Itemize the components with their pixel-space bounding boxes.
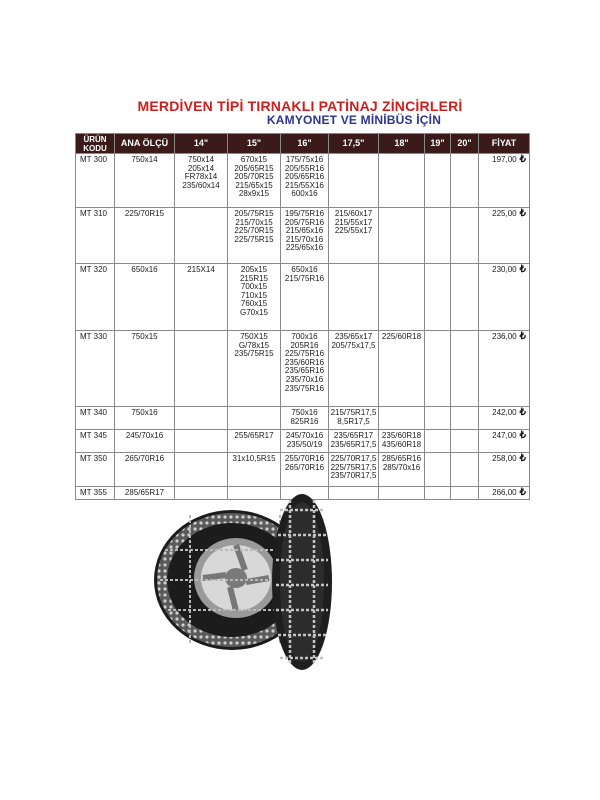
cell-size-c16: [281, 208, 329, 264]
cell-size-c18: [379, 208, 425, 264]
size-value: 750x14: [187, 155, 215, 164]
price-value: 247,00: [492, 431, 517, 440]
cell-size-c16: [281, 154, 329, 208]
cell-size-c19: [425, 407, 451, 430]
currency-symbol: ₺: [519, 208, 526, 219]
size-value: 215/70x15: [235, 217, 273, 227]
cell-size-c15: [228, 430, 281, 453]
price-value: 225,00: [492, 209, 517, 218]
cell-price: [479, 264, 530, 331]
header-17-5: 17,5": [329, 134, 379, 154]
size-value: 225/70R15: [234, 226, 274, 236]
cell-size-c16: [281, 331, 329, 407]
size-value: 265/70R16: [284, 462, 325, 472]
size-value: 215/70x16: [285, 234, 324, 244]
cell-product-code: MT 300: [76, 154, 115, 208]
cell-size-c14: [175, 407, 228, 430]
size-value: FR78x14: [184, 172, 218, 182]
cell-size-c20: [451, 407, 479, 430]
cell-size-c14: [175, 453, 228, 487]
cell-size-c14: [175, 208, 228, 264]
cell-size-c14: [175, 264, 228, 331]
size-value: 235/60R18: [381, 431, 422, 440]
size-value: 215/65x16: [285, 226, 324, 236]
size-value: 235/60R16: [284, 357, 325, 367]
cell-size-c20: [451, 331, 479, 407]
cell-main-size: 750x15: [115, 331, 175, 407]
size-value: G/78x15: [238, 340, 270, 350]
cell-size-c15: [228, 407, 281, 430]
header-19: 19": [425, 134, 451, 154]
cell-price: [479, 407, 530, 430]
header-15: 15": [228, 134, 281, 154]
cell-size-c18: [379, 264, 425, 331]
size-value: 205x14: [187, 163, 215, 173]
cell-size-c15: [228, 208, 281, 264]
cell-size-c18: [379, 331, 425, 407]
cell-size-c16: [281, 453, 329, 487]
cell-size-c175: [329, 264, 379, 331]
size-value: 225/60R18: [381, 332, 422, 341]
size-value: 710x15: [240, 290, 268, 300]
cell-main-size: 265/70R16: [115, 453, 175, 487]
cell-size-c20: [451, 453, 479, 487]
currency-symbol: ₺: [519, 430, 526, 441]
cell-product-code: MT 340: [76, 407, 115, 430]
size-value: 235/65R17,5: [330, 439, 377, 449]
header-20: 20": [451, 134, 479, 154]
cell-size-c19: [425, 154, 451, 208]
cell-size-c175: [329, 487, 379, 500]
cell-size-c18: [379, 154, 425, 208]
size-value: 205R16: [290, 340, 319, 350]
table-row: [76, 264, 530, 331]
size-value: 825R16: [290, 416, 319, 426]
size-value: 215X14: [187, 265, 215, 274]
table-row: [76, 154, 530, 208]
cell-size-c18: [379, 430, 425, 453]
size-value: 650x16: [291, 265, 318, 274]
cell-size-c16: [281, 407, 329, 430]
size-value: 435/60R18: [381, 439, 422, 449]
header-18: 18": [379, 134, 425, 154]
size-value: 235/70x16: [285, 374, 324, 384]
size-value: 285/70x16: [382, 462, 421, 472]
table-row: [76, 331, 530, 407]
cell-price: [479, 331, 530, 407]
header-16: 16": [281, 134, 329, 154]
size-value: 235/75R15: [234, 349, 274, 359]
cell-size-c175: [329, 430, 379, 453]
size-value: 205/70R15: [234, 172, 274, 182]
size-value: 700x16: [291, 332, 318, 341]
table-row: [76, 407, 530, 430]
currency-symbol: ₺: [519, 331, 526, 342]
currency-symbol: ₺: [519, 453, 526, 464]
size-value: 205/65R15: [234, 163, 274, 173]
size-value: 8,5R17,5: [337, 416, 370, 426]
size-value: 235/60x14: [182, 180, 220, 190]
price-value: 242,00: [492, 408, 517, 417]
cell-size-c20: [451, 430, 479, 453]
cell-product-code: MT 330: [76, 331, 115, 407]
size-value: 215/60x17: [334, 209, 373, 218]
page-title: MERDİVEN TİPİ TIRNAKLI PATİNAJ ZİNCİRLERİ: [137, 98, 463, 114]
cell-size-c175: [329, 331, 379, 407]
cell-product-code: MT 350: [76, 453, 115, 487]
size-value: 31x10,5R15: [232, 454, 276, 463]
cell-size-c19: [425, 264, 451, 331]
header-fiyat: FİYAT: [479, 134, 530, 154]
size-value: 235/65x17: [334, 332, 373, 341]
price-value: 258,00: [492, 454, 517, 463]
price-value: 230,00: [492, 265, 517, 274]
size-value: 215/55x17: [334, 217, 373, 227]
size-value: 750X15: [240, 332, 268, 341]
header-ana-olcu: ANA ÖLÇÜ: [115, 134, 175, 154]
cell-size-c18: [379, 453, 425, 487]
size-value: 205x15: [240, 265, 268, 274]
cell-size-c19: [425, 208, 451, 264]
size-value: 225/65x16: [285, 243, 324, 253]
size-value: 215R15: [239, 273, 269, 283]
cell-size-c14: [175, 430, 228, 453]
size-value: 235/75R16: [284, 383, 325, 393]
size-value: 215/55X16: [285, 180, 324, 190]
cell-product-code: MT 355: [76, 487, 115, 500]
cell-main-size: 245/70x16: [115, 430, 175, 453]
page-subtitle: KAMYONET VE MİNİBÜS İÇİN: [266, 113, 442, 127]
cell-size-c18: [379, 407, 425, 430]
size-value: 28x9x15: [238, 189, 270, 199]
cell-size-c20: [451, 154, 479, 208]
size-value: 255/65R17: [234, 431, 274, 440]
size-value: G70x15: [239, 307, 269, 317]
table-row: [76, 430, 530, 453]
size-value: 205/75R15: [234, 209, 274, 218]
size-value: 215/65x15: [235, 180, 273, 190]
cell-main-size: 750x14: [115, 154, 175, 208]
size-value: 205/65R16: [284, 172, 325, 182]
cell-size-c15: [228, 154, 281, 208]
size-value: 215/75R16: [284, 273, 325, 283]
size-value: 245/70x16: [285, 431, 324, 440]
cell-size-c15: [228, 453, 281, 487]
size-value: 235/65R17: [333, 431, 374, 440]
size-value: 205/55R16: [284, 163, 325, 173]
cell-size-c175: [329, 208, 379, 264]
size-value: 225/70R17,5: [330, 454, 377, 463]
size-value: 255/70R16: [284, 454, 325, 463]
cell-size-c175: [329, 154, 379, 208]
size-value: 195/75R16: [284, 209, 325, 218]
cell-size-c16: [281, 430, 329, 453]
currency-symbol: ₺: [519, 407, 526, 418]
size-value: 285/65R16: [381, 454, 422, 463]
price-value: 236,00: [492, 332, 517, 341]
cell-size-c19: [425, 331, 451, 407]
size-value: 225/75R15: [234, 234, 274, 244]
size-value: 225/75R17,5: [330, 462, 377, 472]
size-value: 760x15: [240, 299, 268, 309]
cell-size-c19: [425, 453, 451, 487]
size-value: 225/75R16: [284, 349, 325, 359]
cell-size-c19: [425, 430, 451, 453]
cell-price: [479, 154, 530, 208]
cell-size-c20: [451, 208, 479, 264]
cell-size-c175: [329, 407, 379, 430]
size-value: 235/65R16: [284, 366, 325, 376]
cell-size-c19: [425, 487, 451, 500]
cell-main-size: 750x16: [115, 407, 175, 430]
cell-price: [479, 430, 530, 453]
cell-size-c16: [281, 264, 329, 331]
currency-symbol: ₺: [519, 154, 526, 165]
price-value: 266,00: [492, 488, 517, 497]
header-urun-kodu: ÜRÜN KODU: [76, 134, 115, 154]
header-14: 14": [175, 134, 228, 154]
size-value: 750x16: [291, 408, 318, 417]
size-value: 215/75R17,5: [330, 408, 377, 417]
cell-main-size: 225/70R15: [115, 208, 175, 264]
price-value: 197,00: [492, 155, 517, 164]
table-header-row: [76, 134, 530, 154]
size-value: 175/75x16: [285, 155, 324, 164]
cell-size-c20: [451, 264, 479, 331]
cell-size-c15: [228, 264, 281, 331]
cell-price: [479, 453, 530, 487]
size-value: 235/70R17,5: [330, 471, 377, 481]
snow-chains-image: [150, 490, 335, 675]
cell-size-c20: [451, 487, 479, 500]
size-value: 600x16: [291, 189, 318, 199]
cell-size-c18: [379, 487, 425, 500]
currency-symbol: ₺: [519, 487, 526, 498]
cell-size-c14: [175, 154, 228, 208]
table-row: [76, 453, 530, 487]
cell-product-code: MT 310: [76, 208, 115, 264]
cell-product-code: MT 320: [76, 264, 115, 331]
cell-product-code: MT 345: [76, 430, 115, 453]
cell-size-c14: [175, 331, 228, 407]
table-row: [76, 208, 530, 264]
product-table: [75, 133, 530, 500]
cell-price: [479, 208, 530, 264]
size-value: 700x15: [240, 282, 268, 292]
cell-main-size: 650x16: [115, 264, 175, 331]
size-value: 205/75x17,5: [331, 340, 376, 350]
cell-size-c15: [228, 331, 281, 407]
cell-size-c175: [329, 453, 379, 487]
size-value: 670x15: [240, 155, 268, 164]
cell-price: [479, 487, 530, 500]
size-value: 225/55x17: [334, 226, 373, 236]
size-value: 235/50/19: [286, 439, 323, 449]
size-value: 205/75R16: [284, 217, 325, 227]
cell-main-size: 285/65R17: [115, 487, 175, 500]
currency-symbol: ₺: [519, 264, 526, 275]
